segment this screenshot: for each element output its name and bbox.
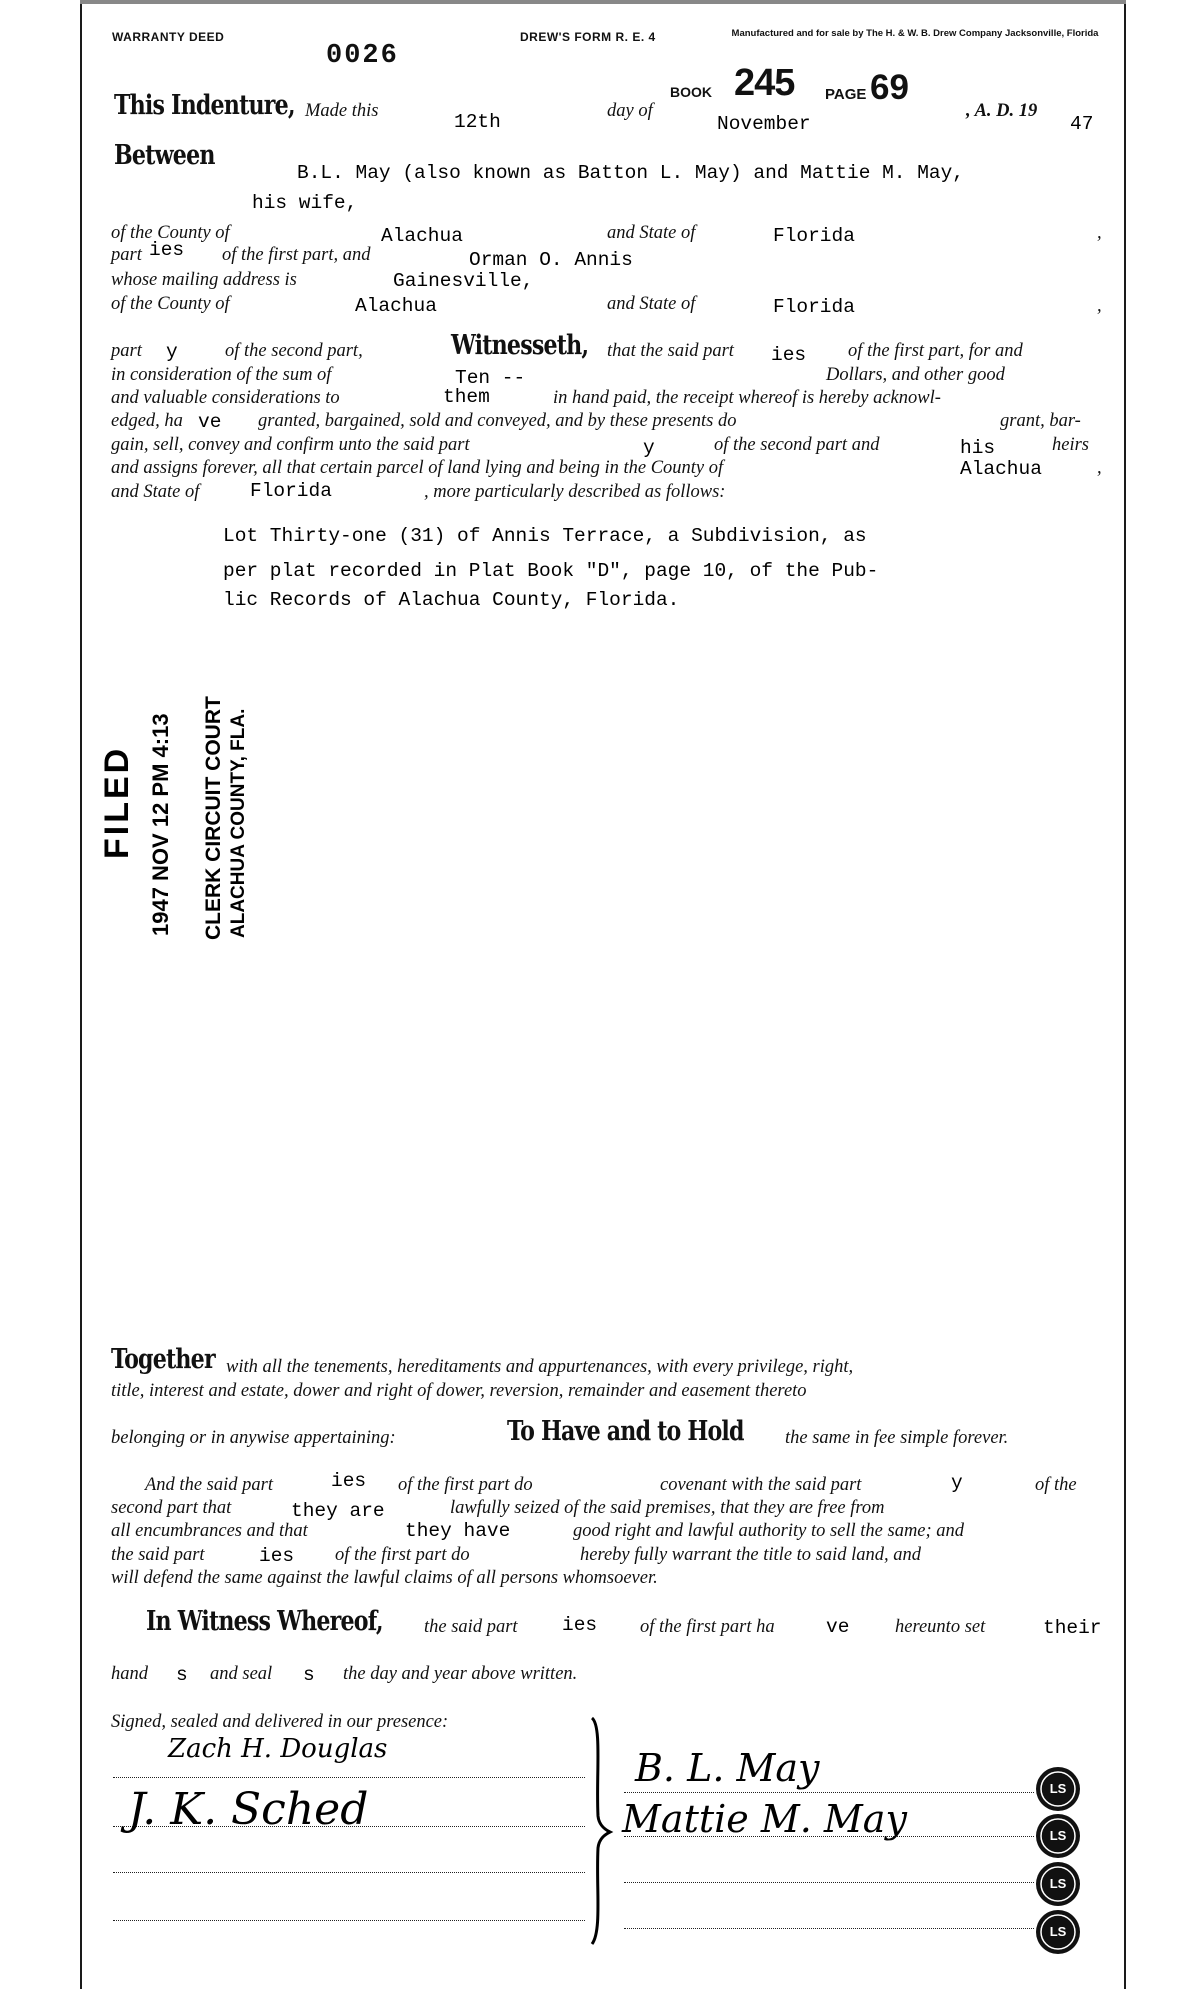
ls-seal-4	[1036, 1910, 1080, 1954]
document-number: 0026	[326, 41, 399, 71]
witness-whereof-heading: In Witness Whereof,	[146, 1606, 383, 1637]
deed-year: 47	[1070, 113, 1094, 135]
witnesseth-line-2b: Dollars, and other good	[826, 365, 1005, 385]
covenant-fill-4: ies	[259, 1545, 295, 1567]
covenant-2b: lawfully seized of the said premises, that they are free from	[450, 1498, 885, 1518]
covenant-fill-2: they are	[291, 1500, 385, 1522]
ls-seal-label: LS	[1049, 1828, 1067, 1843]
mailing-address: Gainesville,	[393, 270, 534, 292]
to-have-and-hold: To Have and to Hold	[507, 1416, 744, 1447]
witness-fill-1b: ve	[826, 1616, 850, 1638]
witness-line-4	[113, 1920, 585, 1921]
ls-seal-label: LS	[1049, 1876, 1067, 1891]
between-heading: Between	[114, 140, 215, 171]
witnesseth-line-5a: gain, sell, convey and confirm unto the said part	[111, 435, 470, 455]
grantors-line-1: B.L. May (also known as Batton L. May) and Mattie M. May,	[297, 162, 965, 184]
ls-seal-label: LS	[1049, 1781, 1067, 1796]
together-line-1: with all the tenements, hereditaments and appurtenances, with every privilege, right,	[226, 1357, 854, 1377]
manufacturer-note: Manufactured and for sale by The H. & W. B. Drew Company Jacksonville, Florida	[731, 28, 1099, 39]
description-line-3: lic Records of Alachua County, Florida.	[223, 589, 680, 611]
comma-3: ,	[1097, 458, 1102, 478]
grantor-line-1	[624, 1792, 1034, 1793]
grantee-name: Orman O. Annis	[469, 249, 633, 271]
ls-seal-2	[1036, 1814, 1080, 1858]
covenant-4a: the said part	[111, 1545, 205, 1565]
together-line-2: title, interest and estate, dower and right of dower, reversion, remainder and easement thereto	[111, 1381, 807, 1401]
covenant-3b: good right and lawful authority to sell the same; and	[573, 1521, 965, 1541]
witnesseth-line-3a: and valuable considerations to	[111, 388, 340, 408]
witnesseth-line-5c: heirs	[1052, 435, 1089, 455]
witnesseth-line-5b: of the second part and	[714, 435, 880, 455]
left-page-edge	[80, 0, 82, 1989]
witnesseth-fill-4: ve	[198, 411, 222, 433]
clerk-line: CLERK CIRCUIT COURT	[202, 696, 225, 940]
witnesseth-line-7b: , more particularly described as follows:	[424, 482, 726, 502]
grantor-state: Florida	[773, 225, 855, 247]
witness-line-3	[113, 1872, 585, 1873]
covenant-1a: And the said part	[145, 1475, 273, 1495]
witnesseth-line-1b: of the first part, for and	[848, 341, 1023, 361]
grantee-state-label: and State of	[607, 294, 696, 314]
made-this-label: Made this	[305, 101, 379, 121]
witness-signature-1: Zach H. Douglas	[168, 1734, 388, 1764]
covenant-fill-1: ies	[331, 1470, 367, 1492]
witness-fill-2b: s	[303, 1664, 315, 1686]
witness-2b: and seal	[210, 1664, 273, 1684]
witnesseth-heading: Witnesseth,	[451, 330, 589, 361]
together-heading: Together	[111, 1344, 215, 1375]
witnesseth-line-4c: grant, bar-	[1000, 411, 1081, 431]
together-line-3-tail: the same in fee simple forever.	[785, 1428, 1009, 1448]
covenant-2a: second part that	[111, 1498, 232, 1518]
grantor-county: Alachua	[381, 225, 463, 247]
day-of-label: day of	[607, 101, 653, 121]
deed-day: 12th	[454, 111, 501, 133]
land-county: Alachua	[960, 458, 1042, 480]
covenant-fill-1b: y	[951, 1472, 963, 1494]
county-line: ALACHUA COUNTY, FLA.	[228, 708, 249, 938]
grantor-county-label: of the County of	[111, 223, 230, 243]
first-part-label: of the first part, and	[222, 245, 371, 265]
witness-fill-1: ies	[562, 1614, 598, 1636]
covenant-1d: of the	[1035, 1475, 1077, 1495]
grantee-state: Florida	[773, 296, 855, 318]
ls-seal-label: LS	[1049, 1924, 1067, 1939]
covenant-3a: all encumbrances and that	[111, 1521, 308, 1541]
witnesseth-line-6a: and assigns forever, all that certain parcel of land lying and being in the County of	[111, 458, 724, 478]
witness-signature-2: J. K. Sched	[128, 1784, 369, 1835]
signature-brace	[586, 1716, 616, 1946]
book-label: BOOK	[670, 84, 712, 100]
page-number: 69	[870, 68, 909, 107]
second-part-label: of the second part,	[225, 341, 363, 361]
grantor-line-3	[624, 1882, 1034, 1883]
grantor-signature-1: B. L. May	[635, 1746, 820, 1790]
parties-label: part	[111, 245, 142, 265]
witnesseth-line-2a: in consideration of the sum of	[111, 365, 332, 385]
right-page-edge	[1124, 0, 1126, 1989]
deed-month: November	[717, 113, 811, 135]
top-page-edge	[80, 0, 1126, 4]
filed-datetime: 1947 NOV 12 PM 4:13	[148, 713, 173, 936]
covenant-1b: of the first part do	[398, 1475, 533, 1495]
covenant-fill-3: they have	[405, 1520, 511, 1542]
witnesseth-fill-3: them	[443, 386, 490, 408]
witnesseth-line-4a: edged, ha	[111, 411, 183, 431]
description-line-2: per plat recorded in Plat Book "D", page 10, of the Pub-	[223, 560, 879, 582]
indenture-heading: This Indenture,	[114, 90, 295, 121]
page-label: PAGE	[825, 86, 867, 103]
witnesseth-line-3b: in hand paid, the receipt whereof is hereby acknowl-	[553, 388, 941, 408]
together-line-3: belonging or in anywise appertaining:	[111, 1428, 396, 1448]
witnesseth-line-1a: that the said part	[607, 341, 734, 361]
parties-suffix: ies	[149, 239, 185, 261]
form-title: WARRANTY DEED	[112, 30, 225, 44]
witness-fill-1c: their	[1043, 1617, 1102, 1639]
grantee-county-label: of the County of	[111, 294, 230, 314]
second-party-suffix: y	[166, 341, 178, 363]
covenant-4b: of the first part do	[335, 1545, 470, 1565]
mailing-address-label: whose mailing address is	[111, 270, 297, 290]
book-number: 245	[734, 62, 795, 104]
consideration-sum: Ten --	[455, 367, 526, 389]
witnesseth-line-7a: and State of	[111, 482, 200, 502]
grantor-state-label: and State of	[607, 223, 696, 243]
grantor-signature-2: Mattie M. May	[622, 1797, 907, 1841]
witnesseth-fill-5: y	[643, 437, 655, 459]
witness-1a: the said part	[424, 1617, 518, 1637]
witness-2a: hand	[111, 1664, 148, 1684]
witnesseth-fill-1: ies	[771, 344, 807, 366]
witnesseth-line-4b: granted, bargained, sold and conveyed, and by these presents do	[258, 411, 737, 431]
covenant-1c: covenant with the said part	[660, 1475, 862, 1495]
witness-1c: hereunto set	[895, 1617, 986, 1637]
second-party-label: part	[111, 341, 142, 361]
ls-seal-3	[1036, 1862, 1080, 1906]
signed-sealed-label: Signed, sealed and delivered in our presence:	[111, 1712, 449, 1732]
witness-1b: of the first part ha	[640, 1617, 775, 1637]
grantor-line-4	[624, 1928, 1034, 1929]
comma-2: ,	[1097, 296, 1102, 316]
filed-label: FILED	[98, 745, 136, 859]
covenant-4c: hereby fully warrant the title to said land, and	[580, 1545, 922, 1565]
witness-2c: the day and year above written.	[343, 1664, 578, 1684]
ad-label: , A. D. 19	[966, 101, 1038, 121]
witness-fill-2: s	[176, 1664, 188, 1686]
grantee-county: Alachua	[355, 295, 437, 317]
description-line-1: Lot Thirty-one (31) of Annis Terrace, a Subdivision, as	[223, 525, 867, 547]
grantors-line-2: his wife,	[252, 192, 358, 214]
witness-line-1	[113, 1777, 585, 1778]
land-state: Florida	[250, 480, 332, 502]
witnesseth-fill-5b: his	[960, 437, 996, 459]
comma-1: ,	[1097, 223, 1102, 243]
ls-seal-1	[1036, 1767, 1080, 1811]
form-name: DREW'S FORM R. E. 4	[520, 30, 656, 44]
covenant-5: will defend the same against the lawful claims of all persons whomsoever.	[111, 1568, 658, 1588]
